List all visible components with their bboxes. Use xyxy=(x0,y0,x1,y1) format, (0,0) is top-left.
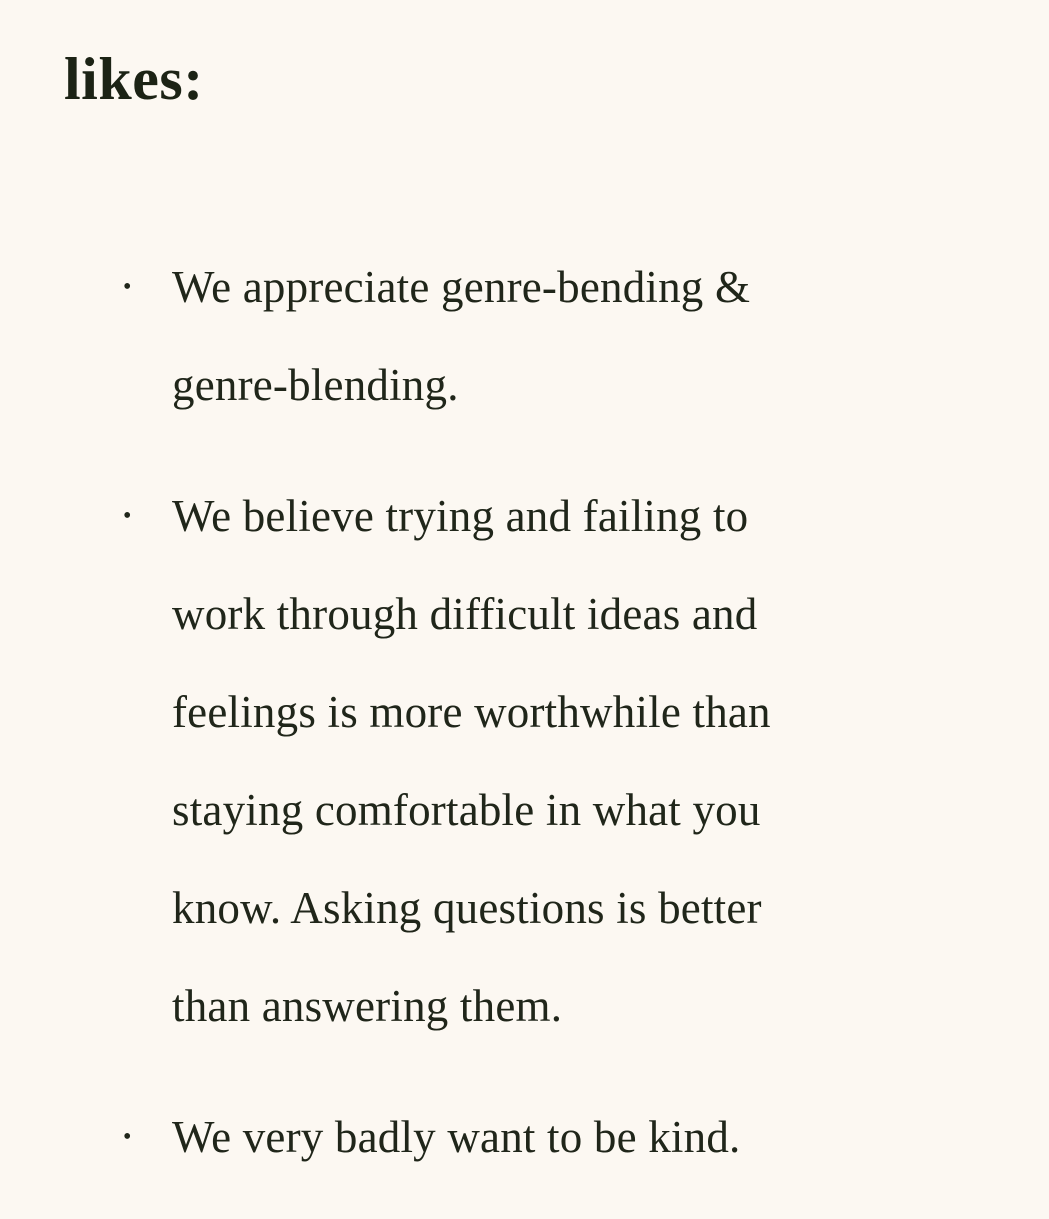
likes-list xyxy=(123,238,932,1219)
likes-list-item-kindness xyxy=(123,1088,932,1186)
likes-item-text xyxy=(172,1088,932,1186)
likes-item-line: feelings is more worthwhile than xyxy=(172,687,771,737)
likes-list-item-genre xyxy=(123,238,932,434)
likes-item-line: We believe trying and failing to xyxy=(172,491,749,541)
bullet-icon: • xyxy=(123,1124,132,1150)
likes-item-text xyxy=(172,238,932,434)
likes-heading: likes: xyxy=(64,46,204,112)
likes-item-line: genre-blending. xyxy=(172,360,459,410)
likes-item-line: work through difficult ideas and xyxy=(172,589,758,639)
bullet-icon: • xyxy=(123,274,132,300)
likes-item-text xyxy=(172,467,932,1055)
likes-item-line: than answering them. xyxy=(172,981,563,1031)
likes-item-line: staying comfortable in what you xyxy=(172,785,761,835)
likes-list-item-trying-and-failing xyxy=(123,467,932,1055)
likes-item-line: We appreciate genre-bending & xyxy=(172,262,751,312)
bullet-icon: • xyxy=(123,503,132,529)
likes-item-line: know. Asking questions is better xyxy=(172,883,762,933)
likes-item-line: We very badly want to be kind. xyxy=(172,1112,741,1162)
